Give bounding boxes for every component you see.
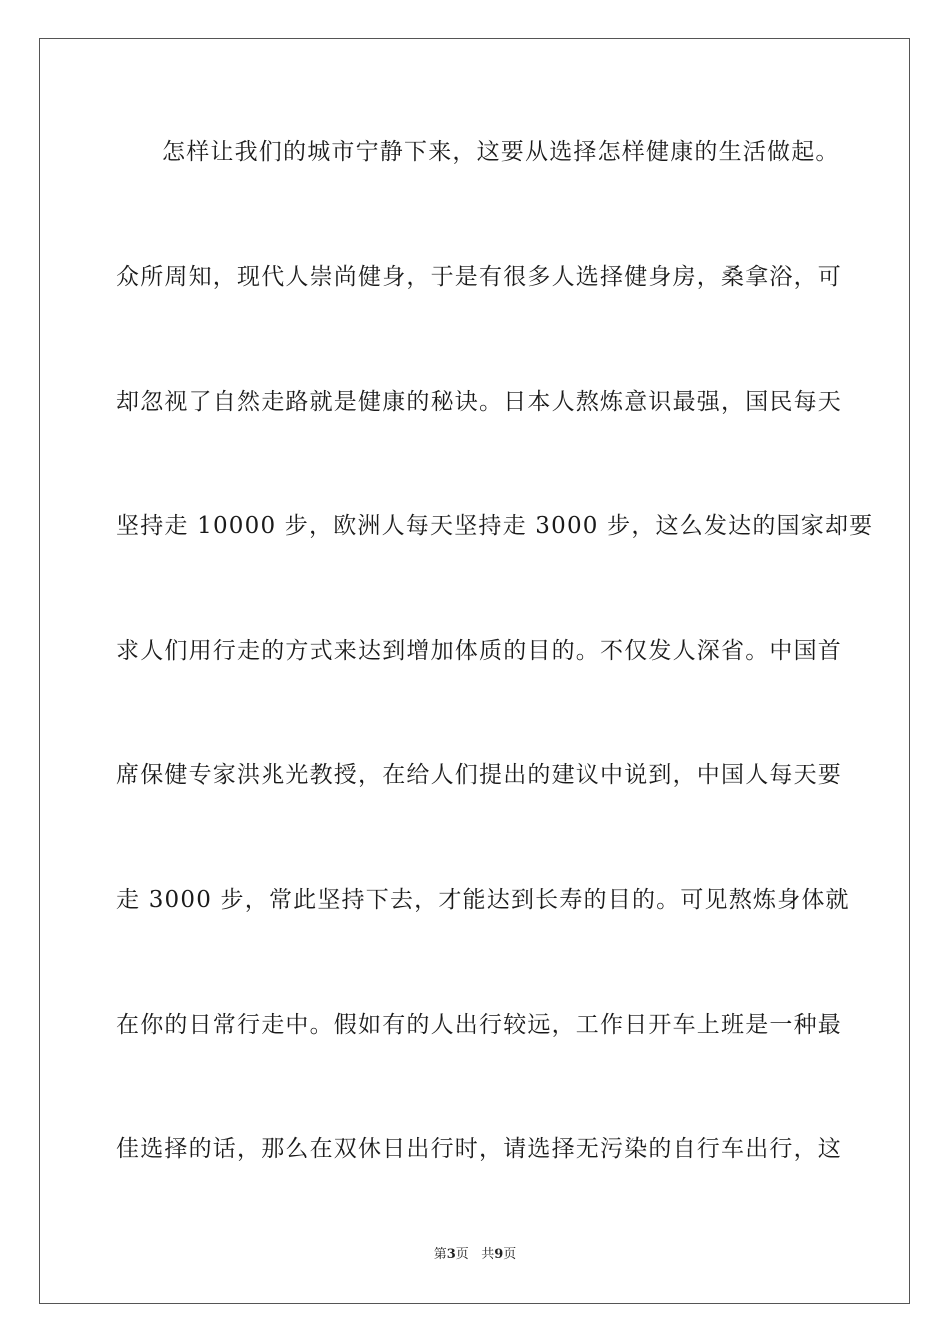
total-prefix: 共: [481, 1247, 495, 1262]
paragraph-line-6: 席保健专家洪兆光教授，在给人们提出的建议中说到，中国人每天要: [116, 762, 842, 788]
total-pages: 9: [494, 1247, 504, 1262]
paragraph-line-9: 佳选择的话，那么在双休日出行时，请选择无污染的自行车出行，这: [116, 1136, 842, 1162]
page-number: 3: [446, 1247, 456, 1262]
paragraph-line-5: 求人们用行走的方式来达到增加体质的目的。不仅发人深省。中国首: [116, 638, 842, 664]
page-border: [39, 38, 910, 1304]
page-footer: [0, 1246, 950, 1264]
paragraph-line-2: 众所周知，现代人崇尚健身，于是有很多人选择健身房，桑拿浴，可: [116, 264, 842, 290]
page-prefix: 第: [433, 1247, 447, 1262]
paragraph-line-8: 在你的日常行走中。假如有的人出行较远，工作日开车上班是一种最: [116, 1012, 842, 1038]
total-suffix: 页: [503, 1247, 517, 1262]
paragraph-line-7: 走 3000 步，常此坚持下去，才能达到长寿的目的。可见熬炼身体就: [116, 887, 850, 913]
paragraph-line-3: 却忽视了自然走路就是健康的秘诀。日本人熬炼意识最强，国民每天: [116, 389, 842, 415]
page-suffix: 页: [455, 1247, 469, 1262]
paragraph-line-1: 怎样让我们的城市宁静下来，这要从选择怎样健康的生活做起。: [162, 139, 840, 165]
paragraph-line-4: 坚持走 10000 步，欧洲人每天坚持走 3000 步，这么发达的国家却要: [116, 513, 874, 539]
